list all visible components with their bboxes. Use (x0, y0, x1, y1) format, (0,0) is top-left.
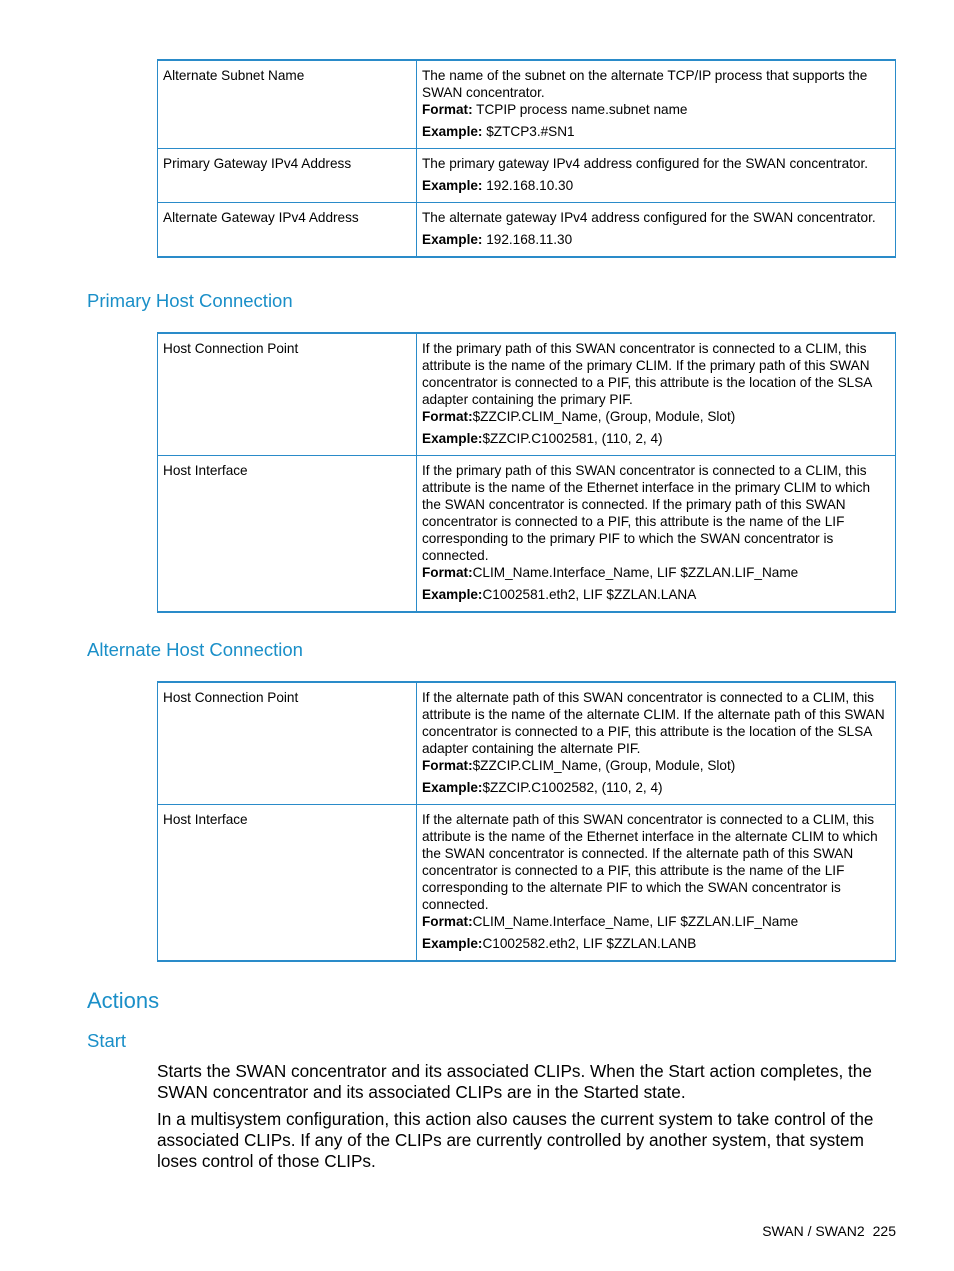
start-paragraph-1: Starts the SWAN concentrator and its associated CLIPs. When the Start action completes, the SWAN concentrator and its associated CLIPs are in the Started state. (157, 1061, 872, 1102)
example-value: $ZZCIP.C1002582, (110, 2, 4) (482, 780, 663, 795)
start-paragraph-2: In a multisystem configuration, this action also causes the current system to take control of the associated CLIPs. If any of the CLIPs are currently controlled by another system, that system loses control of those CLIPs. (157, 1109, 874, 1171)
description-text: The name of the subnet on the alternate TCP/IP process that supports the SWAN concentrator. (422, 68, 868, 100)
format-value: TCPIP process name.subnet name (472, 102, 688, 117)
example-value: 192.168.10.30 (482, 178, 574, 193)
format-line (422, 564, 890, 581)
attribute-description (417, 60, 896, 149)
section-heading-primary-host-connection: Primary Host Connection (87, 290, 293, 311)
attribute-name: Host Interface (158, 456, 417, 613)
format-label: Format: (422, 758, 473, 773)
section-heading-alternate-host-connection: Alternate Host Connection (87, 639, 303, 660)
table-row (158, 60, 896, 149)
page-footer (754, 1223, 896, 1239)
attribute-description (417, 333, 896, 456)
attribute-name: Alternate Gateway IPv4 Address (158, 203, 417, 258)
example-value: $ZZCIP.C1002581, (110, 2, 4) (482, 431, 663, 446)
format-line (422, 913, 890, 930)
description-text: If the alternate path of this SWAN concentrator is connected to a CLIM, this attribute is the name of the Ethernet interface in the alternate CLIM to which the SWAN concentrator is connected. If the alternate path of this SWAN concentrator is connected to a PIF, this attribute is the name of the LIF corresponding to the alternate PIF to which the SWAN concentrator is connected. (422, 812, 878, 912)
attributes-table-primary-host (157, 332, 896, 613)
subsection-heading-start: Start (87, 1030, 127, 1051)
page-number: 225 (872, 1223, 896, 1239)
footer-section-label: SWAN / SWAN2 (762, 1223, 865, 1239)
attribute-name: Host Connection Point (158, 333, 417, 456)
table-row (158, 682, 896, 805)
example-label: Example: (422, 124, 483, 139)
table-row (158, 203, 896, 258)
example-line (422, 935, 890, 952)
format-line (422, 408, 890, 425)
section-heading-actions: Actions (87, 988, 160, 1013)
table-row (158, 805, 896, 962)
format-label: Format: (422, 409, 473, 424)
attribute-description (417, 456, 896, 613)
example-line (422, 123, 890, 140)
attribute-description (417, 682, 896, 805)
table-row (158, 333, 896, 456)
attribute-description (417, 203, 896, 258)
attribute-description (417, 149, 896, 203)
example-line (422, 177, 890, 194)
example-value: 192.168.11.30 (482, 232, 573, 247)
table-row (158, 149, 896, 203)
example-value: $ZTCP3.#SN1 (482, 124, 575, 139)
attribute-name: Host Connection Point (158, 682, 417, 805)
example-label: Example: (422, 232, 483, 247)
example-label: Example: (422, 936, 483, 951)
example-line (422, 430, 890, 447)
format-label: Format: (422, 102, 473, 117)
example-label: Example: (422, 780, 483, 795)
attribute-name: Primary Gateway IPv4 Address (158, 149, 417, 203)
format-value: CLIM_Name.Interface_Name, LIF $ZZLAN.LIF_Name (472, 914, 799, 929)
description-text: The alternate gateway IPv4 address configured for the SWAN concentrator. (422, 210, 876, 225)
table-row (158, 456, 896, 613)
format-value: CLIM_Name.Interface_Name, LIF $ZZLAN.LIF_Name (472, 565, 799, 580)
format-value: $ZZCIP.CLIM_Name, (Group, Module, Slot) (472, 409, 736, 424)
example-line (422, 231, 890, 248)
example-line (422, 779, 890, 796)
example-label: Example: (422, 431, 483, 446)
description-text: The primary gateway IPv4 address configured for the SWAN concentrator. (422, 156, 869, 171)
example-label: Example: (422, 178, 483, 193)
example-label: Example: (422, 587, 483, 602)
description-text: If the primary path of this SWAN concentrator is connected to a CLIM, this attribute is the name of the primary CLIM. If the primary path of this SWAN concentrator is connected to a PIF, this attribute is the location of the SLSA adapter containing the primary PIF. (422, 341, 872, 407)
attribute-name: Host Interface (158, 805, 417, 962)
format-label: Format: (422, 914, 473, 929)
example-value: C1002582.eth2, LIF $ZZLAN.LANB (482, 936, 697, 951)
format-value: $ZZCIP.CLIM_Name, (Group, Module, Slot) (472, 758, 736, 773)
format-label: Format: (422, 565, 473, 580)
format-line (422, 757, 890, 774)
attributes-table-subnet-gateway (157, 59, 896, 258)
example-line (422, 586, 890, 603)
description-text: If the primary path of this SWAN concentrator is connected to a CLIM, this attribute is the name of the Ethernet interface in the primary CLIM to which the SWAN concentrator is connected. If the primary path of this SWAN concentrator is connected to a PIF, this attribute is the name of the LIF corresponding to the primary PIF to which the SWAN concentrator is connected. (422, 463, 871, 563)
attributes-table-alternate-host (157, 681, 896, 962)
attribute-name: Alternate Subnet Name (158, 60, 417, 149)
attribute-description (417, 805, 896, 962)
example-value: C1002581.eth2, LIF $ZZLAN.LANA (482, 587, 697, 602)
format-line (422, 101, 890, 118)
description-text: If the alternate path of this SWAN concentrator is connected to a CLIM, this attribute is the name of the alternate CLIM. If the alternate path of this SWAN concentrator is connected to a PIF, this attribute is the location of the SLSA adapter containing the alternate PIF. (422, 690, 885, 756)
